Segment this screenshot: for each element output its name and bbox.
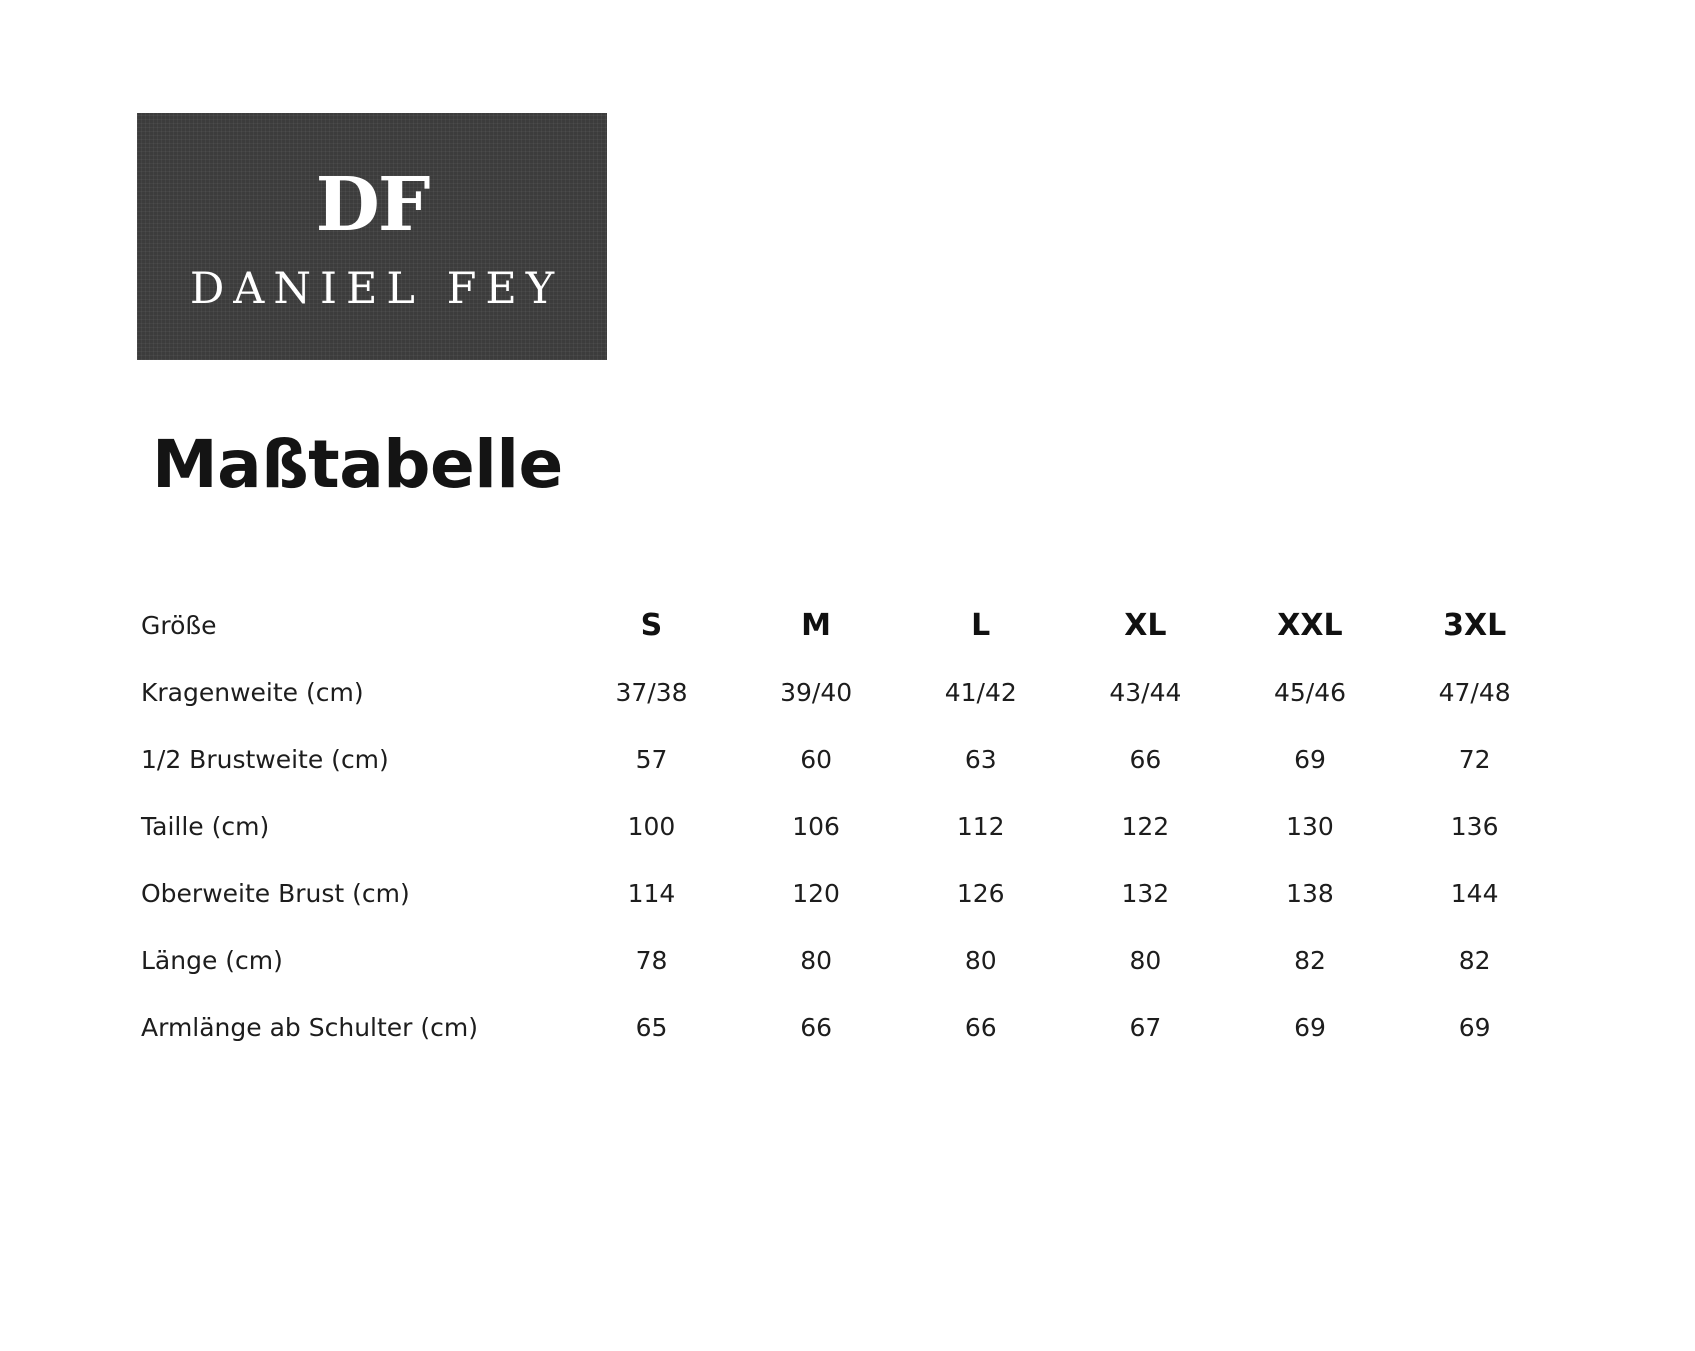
cell-taille-s: 100 <box>627 812 676 841</box>
cell-laenge-3xl: 82 <box>1458 946 1491 975</box>
column-header-l: L <box>971 608 991 643</box>
cell-laenge-xl: 80 <box>1129 946 1162 975</box>
cell-taille-m: 106 <box>792 812 840 841</box>
cell-halbe-brustweite-l: 63 <box>964 745 997 774</box>
row-label-halbe-brustweite: 1/2 Brustweite (cm) <box>141 745 389 774</box>
cell-kragenweite-xl: 43/44 <box>1109 678 1182 707</box>
cell-oberweite-brust-xl: 132 <box>1121 879 1170 908</box>
cell-armlaenge-xl: 67 <box>1129 1013 1162 1042</box>
cell-oberweite-brust-m: 120 <box>792 879 840 908</box>
cell-oberweite-brust-s: 114 <box>627 879 676 908</box>
row-label-taille: Taille (cm) <box>141 812 270 841</box>
cell-halbe-brustweite-m: 60 <box>800 745 833 774</box>
cell-laenge-l: 80 <box>964 946 997 975</box>
table-header-row <box>137 592 1557 659</box>
cell-armlaenge-xxl: 69 <box>1294 1013 1326 1042</box>
cell-taille-xl: 122 <box>1121 812 1170 841</box>
cell-armlaenge-l: 66 <box>964 1013 997 1042</box>
brand-monogram: DF <box>315 162 429 248</box>
cell-armlaenge-s: 65 <box>635 1013 668 1042</box>
brand-name: DANIEL FEY <box>189 264 564 314</box>
cell-halbe-brustweite-3xl: 72 <box>1458 745 1491 774</box>
cell-taille-3xl: 136 <box>1450 812 1499 841</box>
row-label-oberweite-brust: Oberweite Brust (cm) <box>141 879 410 908</box>
cell-oberweite-brust-l: 126 <box>956 879 1005 908</box>
row-label-laenge: Länge (cm) <box>141 946 283 975</box>
table-row <box>137 793 1557 860</box>
cell-armlaenge-3xl: 69 <box>1458 1013 1491 1042</box>
page-title: Maßtabelle <box>152 426 563 503</box>
cell-armlaenge-m: 66 <box>800 1013 833 1042</box>
cell-taille-xxl: 130 <box>1286 812 1334 841</box>
cell-oberweite-brust-xxl: 138 <box>1286 879 1334 908</box>
table-row <box>137 726 1557 793</box>
table-row <box>137 659 1557 726</box>
cell-kragenweite-m: 39/40 <box>780 678 853 707</box>
table-row <box>137 927 1557 994</box>
column-header-m: M <box>801 608 832 643</box>
size-measurements-table <box>137 592 1557 1061</box>
row-label-armlaenge-ab-schulter: Armlänge ab Schulter (cm) <box>141 1013 478 1042</box>
column-header-xl: XL <box>1124 608 1167 643</box>
brand-logo <box>137 113 607 360</box>
cell-kragenweite-3xl: 47/48 <box>1438 678 1511 707</box>
cell-kragenweite-l: 41/42 <box>944 678 1017 707</box>
cell-taille-l: 112 <box>956 812 1005 841</box>
cell-oberweite-brust-3xl: 144 <box>1450 879 1499 908</box>
table-row <box>137 860 1557 927</box>
cell-halbe-brustweite-s: 57 <box>635 745 668 774</box>
table-row <box>137 994 1557 1061</box>
cell-halbe-brustweite-xl: 66 <box>1129 745 1162 774</box>
cell-laenge-xxl: 82 <box>1294 946 1326 975</box>
cell-halbe-brustweite-xxl: 69 <box>1294 745 1326 774</box>
cell-laenge-m: 80 <box>800 946 833 975</box>
column-header-s: S <box>640 608 663 643</box>
cell-kragenweite-xxl: 45/46 <box>1273 678 1346 707</box>
cell-kragenweite-s: 37/38 <box>615 678 688 707</box>
column-header-3xl: 3XL <box>1443 608 1507 643</box>
cell-laenge-s: 78 <box>635 946 668 975</box>
row-label-kragenweite: Kragenweite (cm) <box>141 678 364 707</box>
column-header-xxl: XXL <box>1277 608 1343 643</box>
column-header-size-label: Größe <box>141 611 217 640</box>
